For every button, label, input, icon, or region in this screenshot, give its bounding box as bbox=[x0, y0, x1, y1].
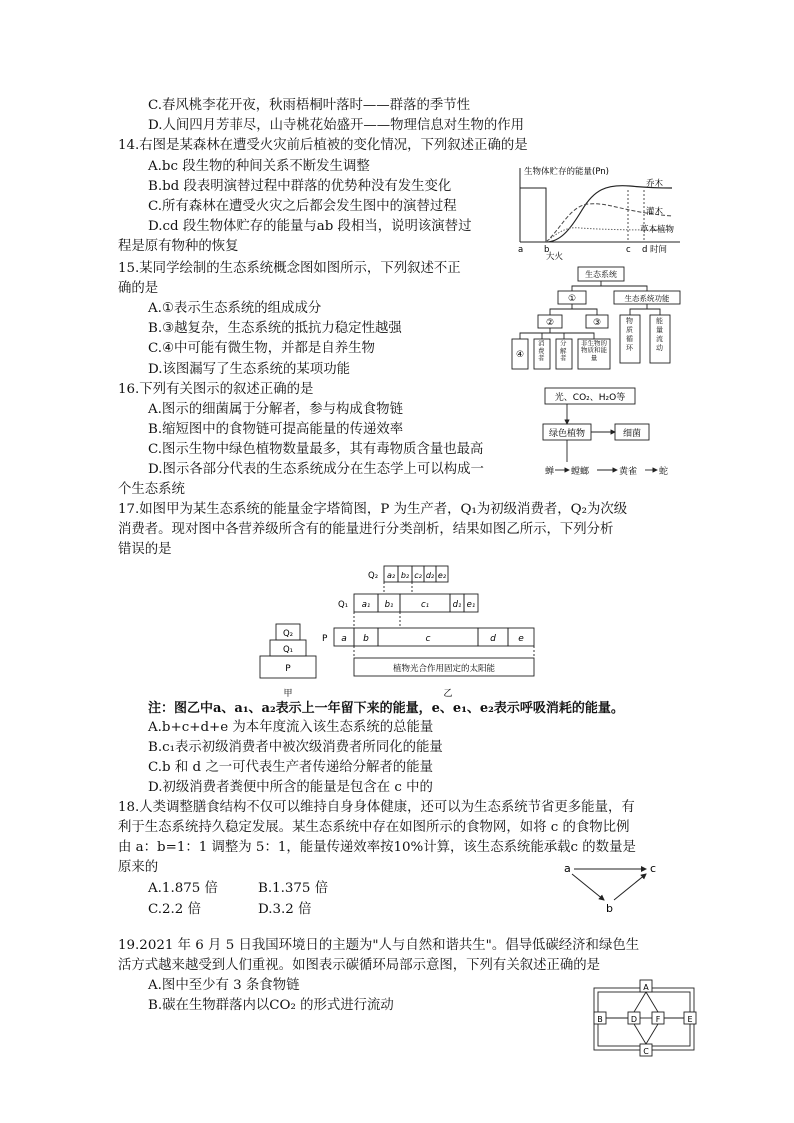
cell-b2: b₂ bbox=[400, 571, 410, 580]
cell-a2: a₂ bbox=[386, 571, 396, 580]
q17-energy-figure bbox=[258, 562, 548, 704]
q18-stem: 18.人类调整膳食结构不仅可以维持自身身体健康，还可以为生态系统节省更多能量，有 bbox=[118, 800, 635, 815]
q13-option-d: D.人间四月芳菲尽，山寺桃花始盛开——物理信息对生物的作用 bbox=[148, 118, 525, 133]
q14-y-label: 生物体贮存的能量(Pn) bbox=[524, 167, 609, 177]
cell-d2: d₂ bbox=[425, 571, 435, 580]
legend-tree: 乔木 bbox=[646, 179, 664, 189]
q15-stem-cont: 确的是 bbox=[118, 281, 159, 296]
concept-consumer: 消费者 bbox=[538, 340, 545, 362]
caption-yi: 乙 bbox=[443, 689, 453, 699]
concept-n3: ③ bbox=[592, 318, 602, 328]
q18-stem-cont2: 由 a：b=1：1 调整为 5：1，能量传递效率按10%计算，该生态系统能承载c 的数量是 bbox=[118, 840, 636, 855]
cell-e2: e₂ bbox=[437, 571, 447, 580]
q18-option-a: A.1.875 倍 bbox=[148, 881, 218, 896]
q14-option-b: B.bd 段表明演替过程中群落的优势种没有发生变化 bbox=[148, 179, 452, 194]
q14-option-d-cont: 程是原有物种的恢复 bbox=[118, 239, 239, 254]
cc-node-b: B bbox=[597, 1015, 603, 1024]
q16-food-chain-figure bbox=[535, 384, 685, 484]
q15-option-b: B.③越复杂，生态系统的抵抗力稳定性越强 bbox=[148, 321, 402, 336]
legend-herb: 草本植物 bbox=[640, 225, 675, 235]
caption-jia: 甲 bbox=[283, 689, 293, 699]
q17-option-d: D.初级消费者粪便中所含的能量是包含在 c 中的 bbox=[148, 780, 433, 795]
x-point-d: d bbox=[642, 245, 648, 255]
cc-node-e: E bbox=[687, 1015, 693, 1024]
concept-n1: ① bbox=[567, 294, 577, 304]
concept-n4: ④ bbox=[515, 350, 525, 360]
web-node-a: a bbox=[564, 862, 571, 875]
q17-option-c: C.b 和 d 之一可代表生产者传递给分解者的能量 bbox=[148, 760, 433, 775]
q16-mantis: 螳螂 bbox=[571, 467, 590, 477]
cell-e: e bbox=[518, 634, 524, 644]
q14-option-d: D.cd 段生物体贮存的能量与ab 段相当，说明该演替过 bbox=[148, 219, 472, 234]
cell-a1: a₁ bbox=[361, 600, 371, 610]
cell-c: c bbox=[425, 634, 431, 644]
q17-stem: 17.如图甲为某生态系统的能量金字塔简图，P 为生产者，Q₁为初级消费者，Q₂为次级 bbox=[118, 502, 628, 517]
q17-stem-cont: 消费者。现对图中各营养级所含有的能量进行分类剖析，结果如图乙所示，下列分析 bbox=[118, 522, 614, 537]
q14-x-label: 时间 bbox=[650, 245, 668, 255]
cc-node-c: C bbox=[643, 1047, 649, 1056]
concept-root: 生态系统 bbox=[585, 270, 617, 279]
concept-n2: ② bbox=[545, 318, 555, 328]
q16-option-c: C.图示生物中绿色植物数量最多，其有毒物质含量也最高 bbox=[148, 442, 484, 457]
q14-succession-figure bbox=[510, 160, 690, 260]
q13-option-c: C.春风桃李花开夜，秋雨梧桐叶落时——群落的季节性 bbox=[148, 98, 471, 113]
cc-node-f: F bbox=[655, 1015, 661, 1024]
concept-flow: 能量流动 bbox=[656, 317, 663, 352]
q19-option-b: B.碳在生物群落内以CO₂ 的形式进行流动 bbox=[148, 998, 394, 1013]
cell-b: b bbox=[363, 634, 369, 644]
cell-a: a bbox=[341, 634, 347, 644]
cc-node-d: D bbox=[630, 1015, 638, 1024]
q16-option-d-cont: 个生态系统 bbox=[118, 482, 185, 497]
concept-abiotic: 非生物的物质和能量 bbox=[581, 340, 607, 362]
cell-d1: d₁ bbox=[452, 600, 462, 610]
p-row-label: P bbox=[322, 634, 328, 644]
q19-carbon-cycle bbox=[590, 978, 700, 1058]
q16-oriole: 黄雀 bbox=[619, 467, 638, 477]
pyr-q1: Q₁ bbox=[282, 645, 294, 655]
q14-stem: 14.右图是某森林在遭受火灾前后植被的变化情况，下列叙述正确的是 bbox=[118, 138, 528, 153]
concept-cycle: 物质循环 bbox=[626, 317, 633, 352]
q17-option-a: A.b+c+d+e 为本年度流入该生态系统的总能量 bbox=[148, 720, 434, 735]
concept-function: 生态系统功能 bbox=[624, 294, 670, 303]
q15-stem: 15.某同学绘制的生态系统概念图如图所示，下列叙述不正 bbox=[118, 261, 461, 276]
legend-shrub: 灌木 bbox=[646, 207, 664, 217]
web-node-b: b bbox=[606, 902, 613, 915]
q18-option-c: C.2.2 倍 bbox=[148, 902, 201, 917]
q15-concept-map bbox=[508, 263, 688, 373]
q16-plant: 绿色植物 bbox=[548, 429, 586, 439]
pyr-p: P bbox=[285, 664, 291, 674]
q18-option-b: B.1.375 倍 bbox=[258, 881, 329, 896]
cc-node-a: A bbox=[643, 983, 649, 992]
x-point-a: a bbox=[518, 245, 524, 255]
q14-option-a: A.bc 段生物的种间关系不断发生调整 bbox=[148, 159, 370, 174]
q19-stem: 19.2021 年 6 月 5 日我国环境日的主题为"人与自然和谐共生"。倡导低碳经济和绿色生 bbox=[118, 938, 640, 953]
sunlight-energy: 植物光合作用固定的太阳能 bbox=[392, 664, 496, 674]
q16-option-d: D.图示各部分代表的生态系统成分在生态学上可以构成一 bbox=[148, 462, 484, 477]
cell-e1: e₁ bbox=[466, 600, 476, 610]
q15-option-c: C.④中可能有微生物，并都是自养生物 bbox=[148, 341, 375, 356]
q18-stem-cont3: 原来的 bbox=[118, 860, 159, 875]
cell-d: d bbox=[490, 634, 496, 644]
concept-decomposer: 分解者 bbox=[560, 340, 567, 362]
q2-row-label: Q₂ bbox=[368, 571, 379, 581]
q18-stem-cont: 利于生态系统持久稳定发展。某生态系统中存在如图所示的食物网，如将 c 的食物比例 bbox=[118, 820, 630, 835]
fire-label: 大火 bbox=[546, 252, 564, 260]
q16-stem: 16.下列有关图示的叙述正确的是 bbox=[118, 382, 314, 397]
q17-stem-cont2: 错误的是 bbox=[118, 542, 172, 557]
q16-snake: 蛇 bbox=[659, 467, 669, 477]
cell-c1: c₁ bbox=[420, 600, 430, 610]
q14-option-c: C.所有森林在遭受火灾之后都会发生图中的演替过程 bbox=[148, 199, 457, 214]
q17-note: 注：图乙中a、a₁、a₂表示上一年留下来的能量，e、e₁、e₂表示呼吸消耗的能量。 bbox=[148, 701, 624, 716]
q1-row-label: Q₁ bbox=[338, 600, 349, 610]
q17-option-b: B.c₁表示初级消费者中被次级消费者所同化的能量 bbox=[148, 740, 443, 755]
q16-option-a: A.图示的细菌属于分解者，参与构成食物链 bbox=[148, 402, 403, 417]
q15-option-a: A.①表示生态系统的组成成分 bbox=[148, 301, 322, 316]
q15-option-d: D.该图漏写了生态系统的某项功能 bbox=[148, 362, 350, 377]
q16-bacteria: 细菌 bbox=[622, 429, 642, 439]
cell-c2: c₂ bbox=[414, 571, 422, 580]
pyr-q2: Q₂ bbox=[282, 629, 294, 639]
x-point-b: b bbox=[544, 245, 550, 255]
q16-option-b: B.缩短图中的食物链可提高能量的传递效率 bbox=[148, 422, 404, 437]
q18-option-d: D.3.2 倍 bbox=[258, 902, 312, 917]
web-node-c: c bbox=[650, 862, 657, 875]
x-point-c: c bbox=[626, 245, 631, 255]
cell-b1: b₁ bbox=[384, 600, 394, 610]
q16-cicada: 蝉 bbox=[545, 467, 555, 477]
q19-stem-cont: 活方式越来越受到人们重视。如图表示碳循环局部示意图，下列有关叙述正确的是 bbox=[118, 958, 601, 973]
q18-food-web bbox=[558, 858, 668, 916]
q16-top-box: 光、CO₂、H₂O等 bbox=[554, 393, 626, 403]
q19-option-a: A.图中至少有 3 条食物链 bbox=[148, 978, 300, 993]
